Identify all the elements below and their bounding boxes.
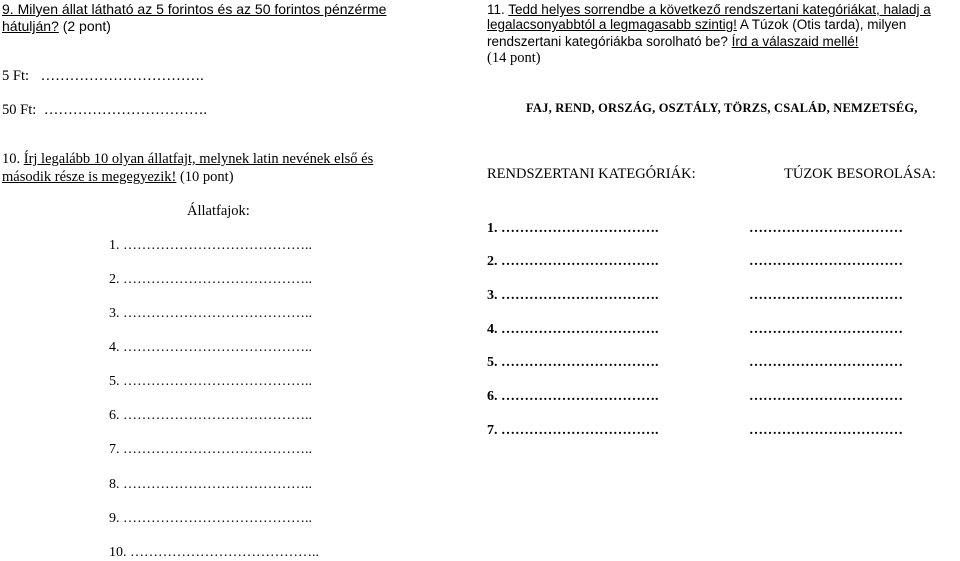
q9-50ft-label: 50 Ft:	[2, 102, 37, 118]
table-row-left[interactable]: 3. …………………………….	[487, 288, 659, 303]
q9-line2-underlined: hátulján?	[2, 18, 59, 34]
q10-line2	[2, 169, 234, 186]
list-item[interactable]: 7. …………………………………..	[109, 442, 312, 457]
list-item[interactable]: 2. …………………………………..	[109, 272, 312, 287]
q9-points: (2 pont)	[58, 18, 111, 34]
table-row-right[interactable]: ……………………………	[749, 322, 903, 337]
table-header-right: TÚZOK BESOROLÁSA:	[784, 166, 936, 182]
q10-heading-text: Állatfajok:	[187, 203, 250, 219]
q11-line3	[487, 33, 858, 50]
table-row-left[interactable]: 6. …………………………….	[487, 389, 659, 404]
q11-points	[487, 50, 541, 67]
list-item[interactable]: 10. …………………………………..	[109, 545, 319, 560]
q9-line1	[2, 1, 386, 18]
q11-line2	[487, 16, 906, 33]
table-row-right[interactable]: ……………………………	[749, 254, 903, 269]
list-item[interactable]: 4. …………………………………..	[109, 340, 312, 355]
table-row-right[interactable]: ……………………………	[749, 423, 903, 438]
list-item[interactable]: 6. …………………………………..	[109, 408, 312, 423]
table-row-left[interactable]: 5. …………………………….	[487, 355, 659, 370]
list-item[interactable]: 1. …………………………………..	[109, 238, 312, 253]
list-item[interactable]: 5. …………………………………..	[109, 374, 312, 389]
table-header-left: RENDSZERTANI KATEGÓRIÁK:	[487, 166, 696, 182]
q10-line2-rest: (10 pont)	[176, 169, 234, 185]
list-item[interactable]: 8. …………………………………..	[109, 477, 312, 492]
q11-points-text: (14 pont)	[487, 50, 541, 66]
q10-heading	[187, 203, 250, 220]
q9-50ft-blank[interactable]: …………………………….	[43, 102, 207, 118]
table-row-right[interactable]: ……………………………	[749, 355, 903, 370]
q10-line1	[2, 151, 373, 168]
q11-category-list-text: FAJ, REND, ORSZÁG, OSZTÁLY, TÖRZS, CSALÁD, NEMZETSÉG,	[526, 101, 918, 115]
table-row-left[interactable]: 1. …………………………….	[487, 221, 659, 236]
list-item[interactable]: 9. …………………………………..	[109, 511, 312, 526]
q11-line2-underlined: legalacsonyabbtól a legmagasabb szintig!	[487, 17, 737, 32]
table-row-right[interactable]: ……………………………	[749, 288, 903, 303]
q10-line1-text: Írj legalább 10 olyan állatfajt, melynek latin nevének első és	[23, 151, 374, 167]
table-row-right[interactable]: ……………………………	[749, 389, 903, 404]
q9-answer-5ft	[2, 68, 204, 85]
table-row-left[interactable]: 7. …………………………….	[487, 423, 659, 438]
q11-line3-text: rendszertani kategóriákba sorolható be?	[487, 34, 732, 49]
table-row-right[interactable]: ……………………………	[749, 221, 903, 236]
table-row-left[interactable]: 4. …………………………….	[487, 322, 659, 337]
table-row-left[interactable]: 2. …………………………….	[487, 254, 659, 269]
q10-number: 10.	[2, 151, 24, 167]
q11-category-list	[526, 101, 918, 116]
table-header-classification	[784, 166, 936, 183]
q9-line2	[2, 18, 111, 35]
q11-line1-text: Tedd helyes sorrendbe a következő rendszertani kategóriákat, haladj a	[508, 2, 931, 17]
q9-answer-50ft	[2, 102, 207, 119]
q11-number: 11.	[487, 2, 509, 17]
q10-line2-underlined: második része is megegyezik!	[2, 169, 177, 185]
q11-line3-underlined: Írd a válaszaid mellé!	[731, 34, 859, 49]
q11-line2-rest: A Túzok (Otis tarda), milyen	[736, 17, 907, 32]
list-item[interactable]: 3. …………………………………..	[109, 306, 312, 321]
q9-line1-text: 9. Milyen állat látható az 5 forintos és az 50 forintos pénzérme	[2, 1, 387, 17]
table-header-categories	[487, 166, 696, 183]
q9-5ft-label: 5 Ft:	[2, 68, 29, 84]
q9-5ft-blank[interactable]: …………………………….	[40, 68, 204, 84]
